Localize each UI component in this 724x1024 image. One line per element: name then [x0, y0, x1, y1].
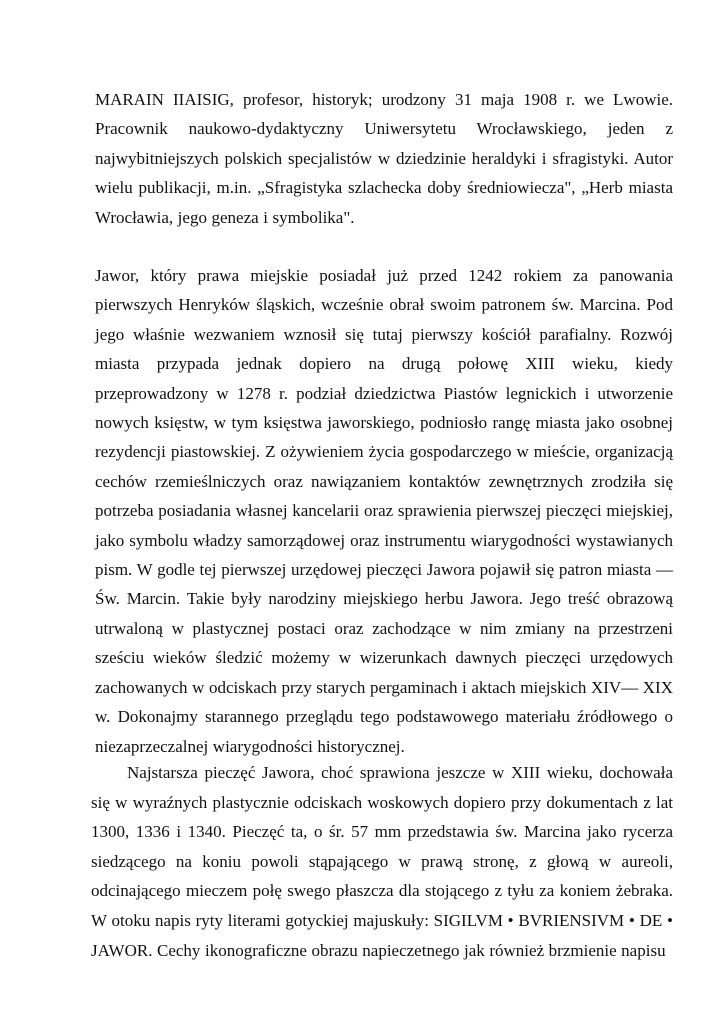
- author-biography-paragraph: MARAIN IIAISIG, profesor, historyk; urodzony 31 maja 1908 r. we Lwowie. Pracownik naukowo-dydaktyczny Uniwersytetu Wrocławskiego, jeden z najwybitniejszych polskich specjalistów w dziedzinie heraldyki i sfragistyki. Autor wielu publikacji, m.in. „Sfragistyka szlachecka doby średniowiecza", „Herb miasta Wrocławia, jego geneza i symbolika".: [95, 90, 673, 227]
- jawor-history-paragraph: Jawor, który prawa miejskie posiadał już przed 1242 rokiem za panowania pierwszych Henryków śląskich, wcześnie obrał swoim patronem św. Marcina. Pod jego właśnie wezwaniem wznosił się tutaj pierwszy kościół parafialny. Rozwój miasta przypada jednak dopiero na drugą połowę XIII wieku, kiedy przeprowadzony w 1278 r. podział dziedzictwa Piastów legnickich i utworzenie nowych księstw, w tym księstwa jaworskiego, podniosło rangę miasta jako osobnej rezydencji piastowskiej. Z ożywieniem życia gospodarczego w mieście, organizacją cechów rzemieślniczych oraz nawiązaniem kontaktów zewnętrznych zrodziła się potrzeba posiadania własnej kancelarii oraz sprawienia pierwszej pieczęci miejskiej, jako symbolu władzy samorządowej oraz instrumentu wiarygodności wystawianych pism. W godle tej pierwszej urzędowej pieczęci Jawora pojawił się patron miasta — Św. Marcin. Takie były narodziny miejskiego herbu Jawora. Jego treść obrazową utrwaloną w plastycznej postaci oraz zachodzące w nim zmiany na przestrzeni sześciu wieków śledzić możemy w wizerunkach dawnych pieczęci urzędowych zachowanych w odciskach przy starych pergaminach i aktach miejskich XIV— XIX w. Dokonajmy starannego przeglądu tego podstawowego materiału źródłowego o niezaprzeczalnej wiarygodności historycznej.: [95, 266, 673, 756]
- oldest-seal-paragraph: Najstarsza pieczęć Jawora, choć sprawiona jeszcze w XIII wieku, dochowała się w wyraźnych plastycznie odciskach woskowych dopiero przy dokumentach z lat 1300, 1336 i 1340. Pieczęć ta, o śr. 57 mm przedstawia św. Marcina jako rycerza siedzącego na koniu powoli stąpającego w prawą stronę, z głową w aureoli, odcinającego mieczem połę swego płaszcza dla stojącego z tyłu za koniem żebraka. W otoku napis ryty literami gotyckiej majuskuły: SIGILVM • BVRIENSIVM • DE • JAWOR. Cechy ikonograficzne obrazu napieczetnego jak również brzmienie napisu: [91, 763, 673, 960]
